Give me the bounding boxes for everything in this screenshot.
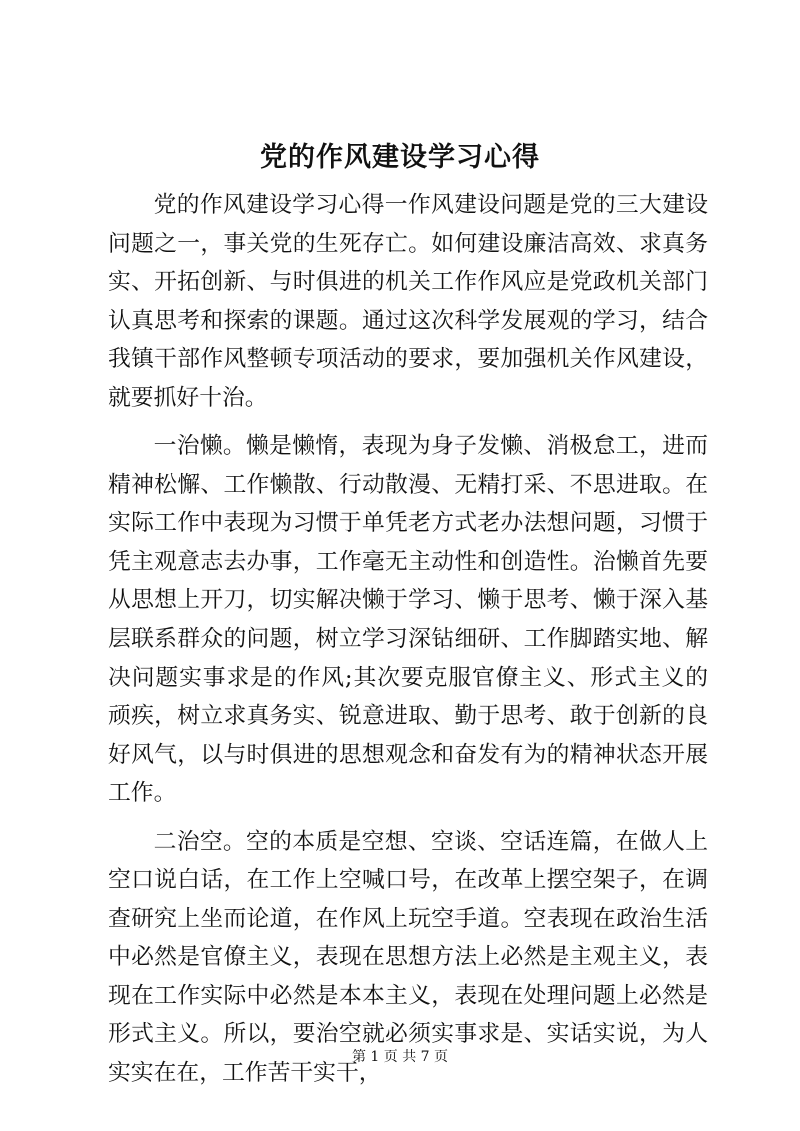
page-footer: 第 1 页 共 7 页: [351, 1049, 449, 1065]
paragraph-zhi-lan: 一治懒。懒是懒惰，表现为身子发懒、消极怠工，进而精神松懈、工作懒散、行动散漫、无精打采、不思进取。在实际工作中表现为习惯于单凭老方式老办法想问题，习惯于凭主观意志去办事，工作毫无主动性和创造性。治懒首先要从思想上开刀，切实解决懒于学习、懒于思考、懒于深入基层联系群众的问题，树立学习深钻细研、工作脚踏实地、解决问题实事求是的作风;其次要克服官僚主义、形式主义的顽疾，树立求真务实、锐意进取、勤于思考、敢于创新的良好风气，以与时俱进的思想观念和奋发有为的精神状态开展工作。: [108, 433, 708, 807]
document-title: 党的作风建设学习心得: [260, 142, 540, 173]
paragraph-zhi-kong: 二治空。空的本质是空想、空谈、空话连篇，在做人上空口说白话，在工作上空喊口号，在改革上摆空架子，在调查研究上坐而论道，在作风上玩空手道。空表现在政治生活中必然是官僚主义，表现在思想方法上必然是主观主义，表现在工作实际中必然是本本主义，表现在处理问题上必然是形式主义。所以，要治空就必须实事求是、实话实说，为人实实在在，工作苦干实干，: [108, 828, 708, 1087]
document-body: [108, 186, 708, 1102]
paragraph-intro: 党的作风建设学习心得一作风建设问题是党的三大建设问题之一，事关党的生死存亡。如何建设廉洁高效、求真务实、开拓创新、与时俱进的机关工作作风应是党政机关部门认真思考和探索的课题。通过这次科学发展观的学习，结合我镇干部作风整顿专项活动的要求，要加强机关作风建设，就要抓好十治。: [108, 192, 708, 411]
